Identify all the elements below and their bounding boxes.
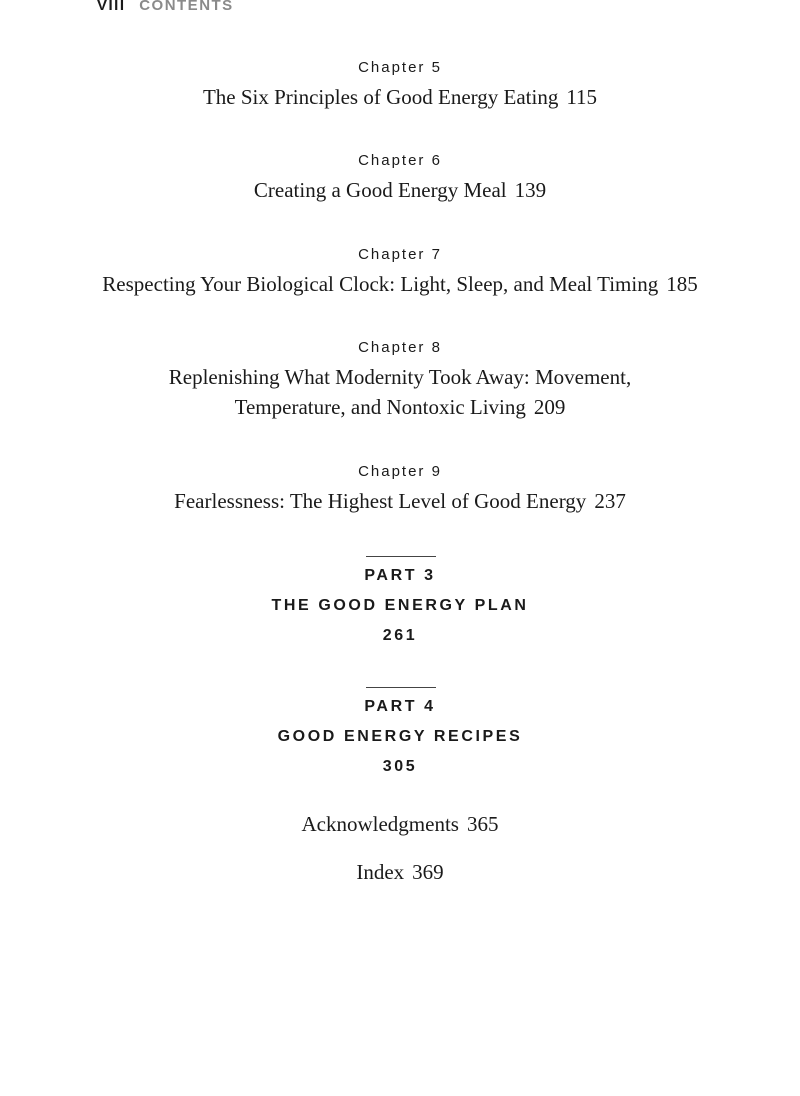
page-number: 209 <box>533 395 566 419</box>
chapter-label: Chapter 8 <box>358 339 442 356</box>
chapter-entry[interactable] <box>0 175 800 205</box>
part-label: PART 3 <box>364 567 436 584</box>
page-number: 365 <box>466 812 499 836</box>
chapter-label: Chapter 9 <box>358 463 442 480</box>
back-matter-entry[interactable] <box>0 860 800 885</box>
part-page-number: 261 <box>382 627 418 644</box>
chapter-title: Fearlessness: The Highest Level of Good Energy <box>174 489 587 513</box>
chapter-label: Chapter 6 <box>358 152 442 169</box>
back-matter-entry[interactable] <box>0 812 800 837</box>
back-matter-title: Acknowledgments <box>301 812 459 836</box>
part-divider-rule <box>366 687 436 688</box>
part-title[interactable]: THE GOOD ENERGY PLAN <box>271 597 529 614</box>
page-number: 139 <box>514 178 547 202</box>
chapter-entry[interactable] <box>0 82 800 112</box>
chapter-title: Respecting Your Biological Clock: Light, Sleep, and Meal Timing <box>102 272 659 296</box>
page-number: 369 <box>412 860 444 884</box>
part-label: PART 4 <box>364 698 436 715</box>
chapter-label: Chapter 5 <box>358 59 442 76</box>
chapter-title: The Six Principles of Good Energy Eating <box>202 85 559 109</box>
chapter-entry[interactable] <box>0 362 800 422</box>
running-head-title: CONTENTS <box>139 0 234 14</box>
back-matter-title: Index <box>356 860 405 884</box>
chapter-title-line-1: Replenishing What Modernity Took Away: Movement, <box>168 365 632 389</box>
part-title[interactable]: GOOD ENERGY RECIPES <box>277 728 523 745</box>
page-number: 185 <box>666 272 698 296</box>
running-head <box>97 0 234 14</box>
page-number: 237 <box>594 489 626 513</box>
chapter-entry[interactable] <box>0 486 800 516</box>
chapter-label: Chapter 7 <box>358 246 442 263</box>
part-page-number: 305 <box>382 758 418 775</box>
page-number: 115 <box>566 85 598 109</box>
part-divider-rule <box>366 556 436 557</box>
page-folio: VIII <box>97 0 126 14</box>
chapter-title: Creating a Good Energy Meal <box>253 178 507 202</box>
chapter-entry[interactable] <box>0 269 800 299</box>
chapter-title-line-2: Temperature, and Nontoxic Living <box>234 395 526 419</box>
